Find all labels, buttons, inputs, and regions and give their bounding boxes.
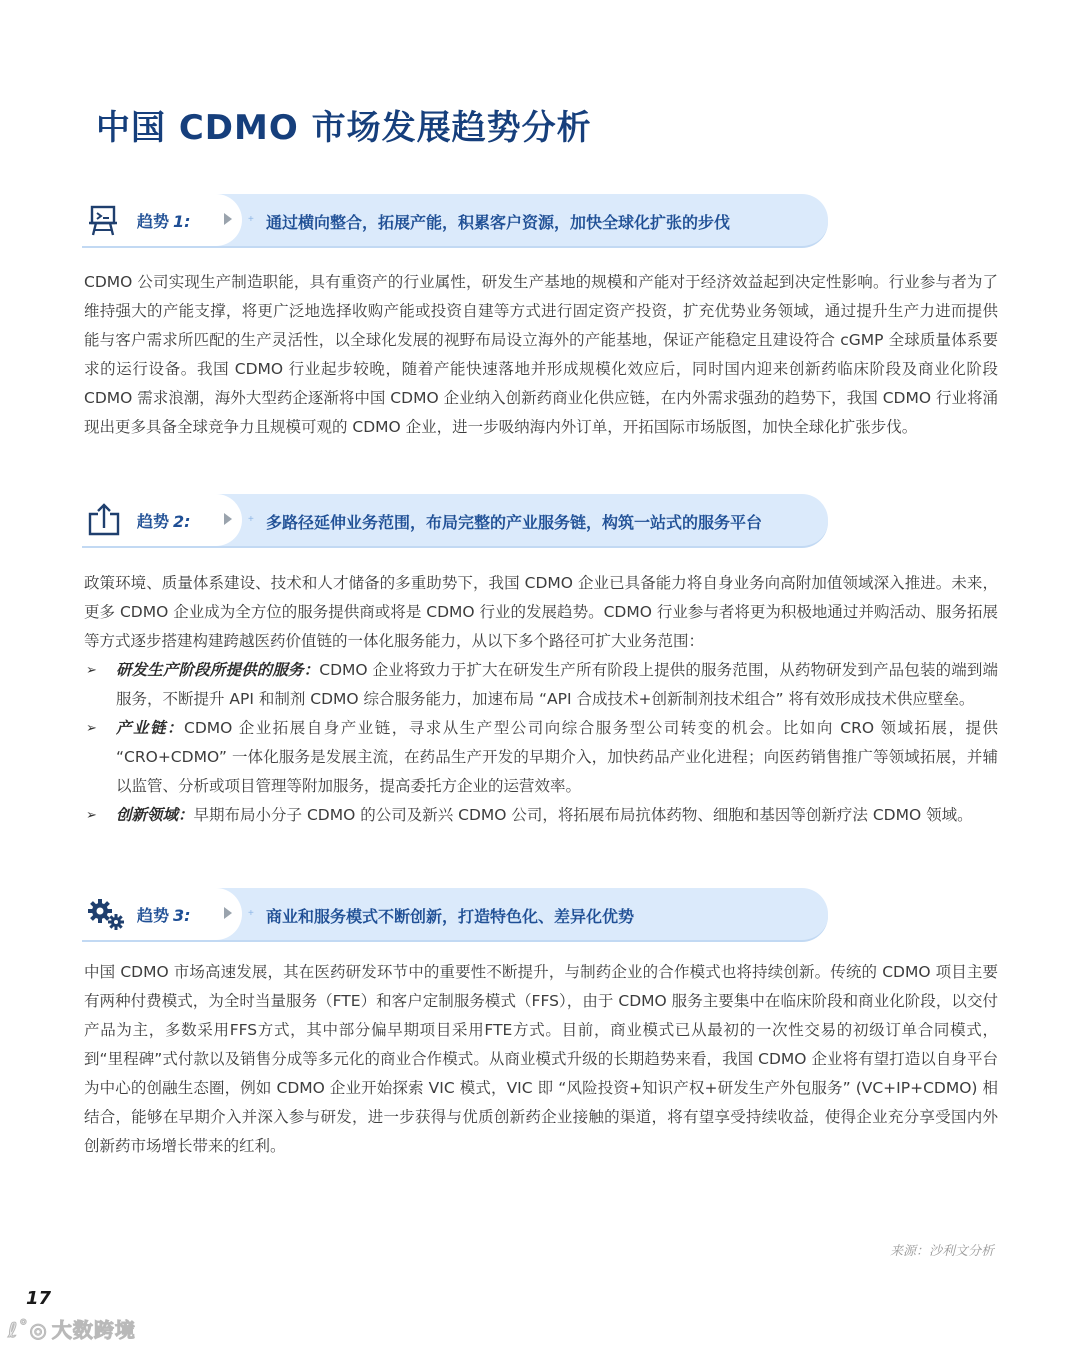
trend-headline: 通过横向整合，拓展产能，积累客户资源，加快全球化扩张的步伐	[266, 213, 731, 232]
watermark-logo-icon: ℓ˚◎	[8, 1318, 48, 1342]
bullet-text: CDMO 企业拓展自身产业链，寻求从生产型公司向综合服务型公司转变的机会。比如向 CRO 领域拓展，提供 “CRO+CDMO” 一体化服务是发展主流，在药品生产开发的早期介入，加快药品产业化进程；向医药销售推广等领域拓展，并辅以监管、分析或项目管理等附加服务，提高委托方企业的运营效率。	[116, 719, 998, 795]
trend-tag	[82, 494, 242, 546]
box-upload-icon	[86, 502, 122, 538]
trend-banner-3	[82, 888, 828, 940]
plus-dot-icon: +	[248, 514, 254, 525]
source-note: 来源：沙利文分析	[889, 1244, 994, 1259]
presentation-board-icon	[86, 202, 122, 238]
trend-banner-2	[82, 494, 828, 546]
gears-icon	[84, 896, 128, 932]
arrow-bullet-icon: ➢	[86, 663, 97, 678]
watermark	[8, 1314, 136, 1343]
section2-intro: 政策环境、质量体系建设、技术和人才储备的多重助势下，我国 CDMO 企业已具备能力将自身业务向高附加值领域深入推进。未来，更多 CDMO 企业成为全方位的服务提供商或将是 CDMO 行业的发展趋势。CDMO 行业参与者将更为积极地通过并购活动、服务拓展等方式逐步搭建构建跨越医药价值链的一体化服务能力，从以下多个路径可扩大业务范围：	[84, 574, 998, 650]
trend-tag	[82, 194, 242, 246]
arrow-bullet-icon: ➢	[86, 721, 97, 736]
list-item	[84, 801, 998, 830]
bullet-term: 研发生产阶段所提供的服务：	[116, 661, 320, 679]
list-item	[84, 656, 998, 714]
section1-paragraph: CDMO 公司实现生产制造职能，具有重资产的行业属性，研发生产基地的规模和产能对于经济效益起到决定性影响。行业参与者为了维持强大的产能支撑，将更广泛地选择收购产能或投资自建等方式进行固定资产投资，扩充优势业务领域，通过提升生产力进而提供能与客户需求所匹配的生产灵活性，以全球化发展的视野布局设立海外的产能基地，保证产能稳定且建设符合 cGMP 全球质量体系要求的运行设备。我国 CDMO 行业起步较晚，随着产能快速落地并形成规模化效应后，同时国内迎来创新药临床阶段及商业化阶段 CDMO 需求浪潮，海外大型药企逐渐将中国 CDMO 企业纳入创新药商业化供应链，在内外需求强劲的趋势下，我国 CDMO 行业将涌现出更多具备全球竞争力且规模可观的 CDMO 企业，进一步吸纳海内外订单，开拓国际市场版图，加快全球化扩张步伐。	[84, 273, 998, 436]
bullet-text: CDMO 企业将致力于扩大在研发生产所有阶段上提供的服务范围，从药物研发到产品包装的端到端服务，不断提升 API 和制剂 CDMO 综合服务能力，加速布局 “API 合成技术+创新制剂技术组合” 将有效形成技术供应壁垒。	[116, 661, 998, 708]
arrow-bullet-icon: ➢	[86, 808, 97, 823]
bullet-term: 创新领域：	[116, 806, 194, 824]
trend-label: 趋势 2:	[137, 512, 191, 531]
trend-label: 趋势 1:	[137, 212, 191, 231]
trend-tag	[82, 888, 242, 940]
plus-dot-icon: +	[248, 908, 254, 919]
play-arrow-icon	[224, 513, 232, 525]
play-arrow-icon	[224, 907, 232, 919]
page-number: 17	[26, 1288, 52, 1309]
bullet-text: 早期布局小分子 CDMO 的公司及新兴 CDMO 公司，将拓展布局抗体药物、细胞和基因等创新疗法 CDMO 领域。	[193, 806, 973, 824]
watermark-text: 大数跨境	[51, 1318, 136, 1342]
list-item	[84, 714, 998, 801]
play-arrow-icon	[224, 213, 232, 225]
bullet-term: 产业链：	[116, 719, 185, 737]
page-title: 中国 CDMO 市场发展趋势分析	[96, 108, 592, 148]
trend-headline: 商业和服务模式不断创新，打造特色化、差异化优势	[266, 907, 635, 926]
section3-paragraph: 中国 CDMO 市场高速发展，其在医药研发环节中的重要性不断提升，与制药企业的合作模式也将持续创新。传统的 CDMO 项目主要有两种付费模式，为全时当量服务（FTE）和客户定制服务模式（FFS），由于 CDMO 服务主要集中在临床阶段和商业化阶段，以交付产品为主，多数采用FFS方式，其中部分偏早期项目采用FTE方式。目前，商业模式已从最初的一次性交易的初级订单合同模式，到“里程碑”式付款以及销售分成等多元化的商业合作模式。从商业模式升级的长期趋势来看，我国 CDMO 企业将有望打造以自身平台为中心的创融生态圈，例如 CDMO 企业开始探索 VIC 模式，VIC 即 “风险投资+知识产权+研发生产外包服务” (VC+IP+CDMO) 相结合，能够在早期介入并深入参与研发，进一步获得与优质创新药企业接触的渠道，将有望享受持续收益，使得企业充分享受国内外创新药市场增长带来的红利。	[84, 963, 998, 1155]
trend-headline: 多路径延伸业务范围，布局完整的产业服务链，构筑一站式的服务平台	[266, 513, 763, 532]
trend-banner-1	[82, 194, 828, 246]
section2-bullet-list	[84, 656, 998, 830]
plus-dot-icon: +	[248, 214, 254, 225]
trend-label: 趋势 3:	[137, 906, 191, 925]
